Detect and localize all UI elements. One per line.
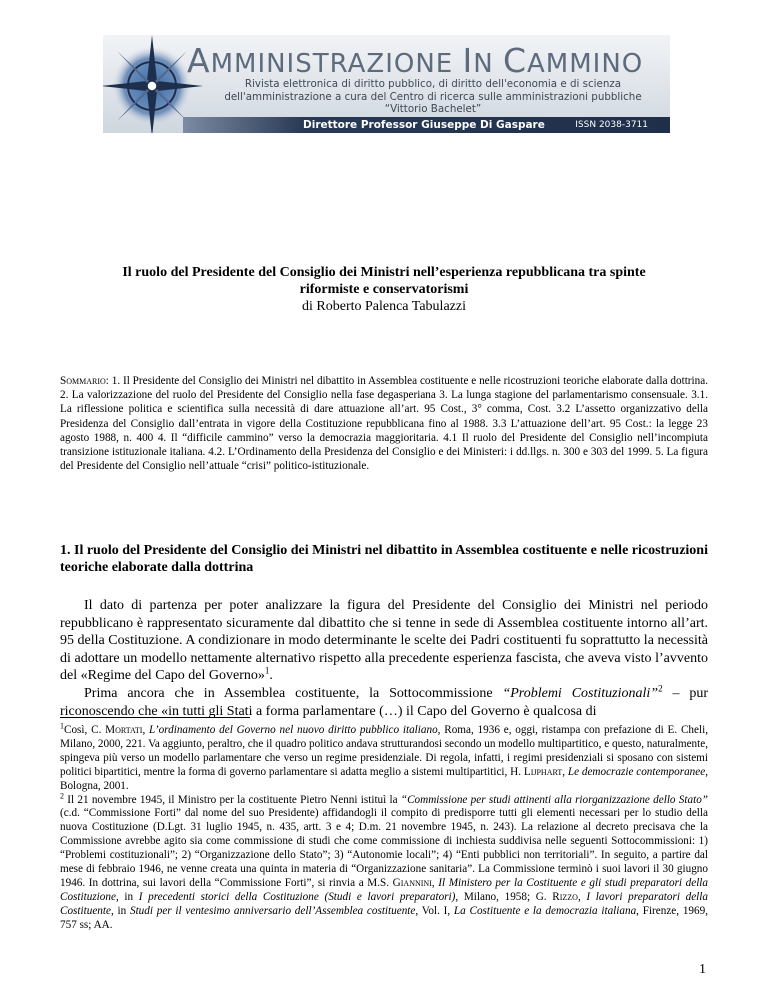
article-author: di Roberto Palenca Tabulazzi bbox=[302, 299, 466, 314]
body-paragraph: Il dato di partenza per poter analizzare la figura del Presidente del Consiglio dei Ministri nel periodo repubblicano è rappresentato sicuramente dal dibattito che si tenne in sede di Assemblea costituente intorno all’art. 95 della Costituzione. A condizionare in modo determinante le scelte dei Padri costituenti fu soprattutto la necessità di adottare un modello nettamente alternativo rispetto alla precedente esperienza fascista, che aveva visto l’avvento del «Regime del Capo del Governo»$^1$. bbox=[60, 598, 708, 684]
journal-subtitle: Rivista elettronica di diritto pubblico, di diritto dell'economia e di scienza dell'amministrazione a cura del Centro di ricerca sulle amministrazioni pubbliche “Vittorio Bachelet” bbox=[224, 78, 642, 115]
article-title-line-2: riformiste e conservatorismi bbox=[299, 282, 469, 297]
footnote-ref-2[interactable]: 2 bbox=[658, 683, 663, 694]
journal-issn: ISSN 2038-3711 bbox=[575, 120, 648, 130]
article-title-line-1: Il ruolo del Presidente del Consiglio dei Ministri nell’esperienza repubblicana tra spinte bbox=[122, 265, 646, 280]
section-heading: 1. Il ruolo del Presidente del Consiglio dei Ministri nel dibattito in Assemblea costituente e nelle ricostruzioni teoriche elaborate dalla dottrina bbox=[60, 543, 708, 575]
summary-label: Sommario bbox=[60, 375, 106, 387]
summary-text: : 1. Il Presidente del Consiglio dei Ministri nel dibattito in Assemblea costituente e nelle ricostruzioni teoriche elaborate dalla dottrina. 2. La valorizzazione del ruolo del Presidente del Consiglio nella fase degasperiana 3. La lunga stagione del parlamentarismo consensuale. 3.1. La riflessione politica e scientifica sulla necessità di dare attuazione all’art. 95 Cost., 3° comma, Cost. 3.2 L’assetto organizzativo della Presidenza del Consiglio dall’entrata in vigore della Costituzione repubblicana fino al 1988. 3.3 L’attuazione dell’art. 95 Cost.: la legge 23 agosto 1988, n. 400 4. Il “difficile cammino” verso la democrazia maggioritaria. 4.1 Il ruolo del Presidente del Consiglio nell’incompiuta transizione istituzionale italiana. 4.2. L’Ordinamento della Presidenza del Consiglio e dei Ministeri: i dd.llgs. n. 300 e 303 del 1999. 5. La figura del Presidente del Consiglio nell’attuale “crisi” politico-istituzionale. bbox=[60, 375, 708, 473]
article-header bbox=[60, 264, 708, 315]
body-text bbox=[60, 597, 708, 720]
footnotes bbox=[60, 721, 709, 933]
page-number: 1 bbox=[699, 962, 706, 977]
footnote-2: $^2$ Il 21 novembre 1945, il Ministro per la costituente Pietro Nenni istituì la “Commissione per studi attinenti alla riorganizzazione dello Stato” (c.d. “Commissione Forti” dal nome del suo Presidente) affidandogli il compito di predisporre tutti gli elementi necessari per lo studio della nuova Costituzione (D.Lgt. 31 luglio 1945, n. 435, artt. 3 e 4; D.m. 21 novembre 1945, n. 243). La relazione al decreto precisava che la Commissione avrebbe agito sia come commissione di studi che come commissione di inchiesta suddivisa nelle seguenti Sottocommissioni: 1) “Problemi costituzionali”; 2) “Organizzazione dello Stato”; 3) “Autonomie locali”; 4) “Enti pubblici non territoriali”. In seguito, a partire dal mese di febbraio 1946, ne venne creata una quinta in materia di “Organizzazione sanitaria”. La Commissione terminò i suoi lavori il 30 giugno 1946. In dottrina, sui lavori della “Commissione Forti”, si rinvia a M.S. Giannini, Il Ministero per la Costituente e gli studi preparatori della Costituzione, in I precedenti storici della Costituzione (Studi e lavori preparatori), Milano, 1958; G. Rizzo, I lavori preparatori della Costituente, in Studi per il ventesimo anniversario dell’Assemblea costituente, Vol. I, La Costituente e la democrazia italiana, Firenze, 1969, 757 ss; AA. bbox=[60, 790, 709, 931]
journal-masthead bbox=[103, 35, 670, 133]
footnote-separator bbox=[60, 717, 250, 718]
journal-title: AMMINISTRAZIONE IN CAMMINO bbox=[187, 41, 644, 80]
footnote-ref-1[interactable]: 1 bbox=[264, 665, 270, 676]
body-paragraph: Prima ancora che in Assemblea costituente, la Sottocommissione “Problemi Costituzionali”$^2$ – pur riconoscendo che «in tutti gli Stati a forma parlamentare (…) il Capo del Governo è qualcosa di bbox=[60, 683, 708, 719]
footnote-1: $^1$Così, C. Mortati, L’ordinamento del Governo nel nuovo diritto pubblico italiano, Roma, 1936 e, oggi, ristampa con prefazione di E. Cheli, Milano, 2000, 221. Va aggiunto, peraltro, che il quadro politico andava strutturandosi secondo un modello multipartitico, e questo, naturalmente, spingeva più verso un modello parlamentare che verso un regime presidenziale. Di regola, infatti, i regimi presidenziali si sposano con sistemi politici bipartitici, mentre la forma di governo parlamentare si adatta meglio a sistemi multipartitici, H. Lijphart, Le democrazie contemporanee, Bologna, 2001. bbox=[60, 721, 709, 792]
summary-paragraph bbox=[60, 374, 708, 473]
journal-director: Direttore Professor Giuseppe Di Gaspare bbox=[303, 119, 545, 131]
